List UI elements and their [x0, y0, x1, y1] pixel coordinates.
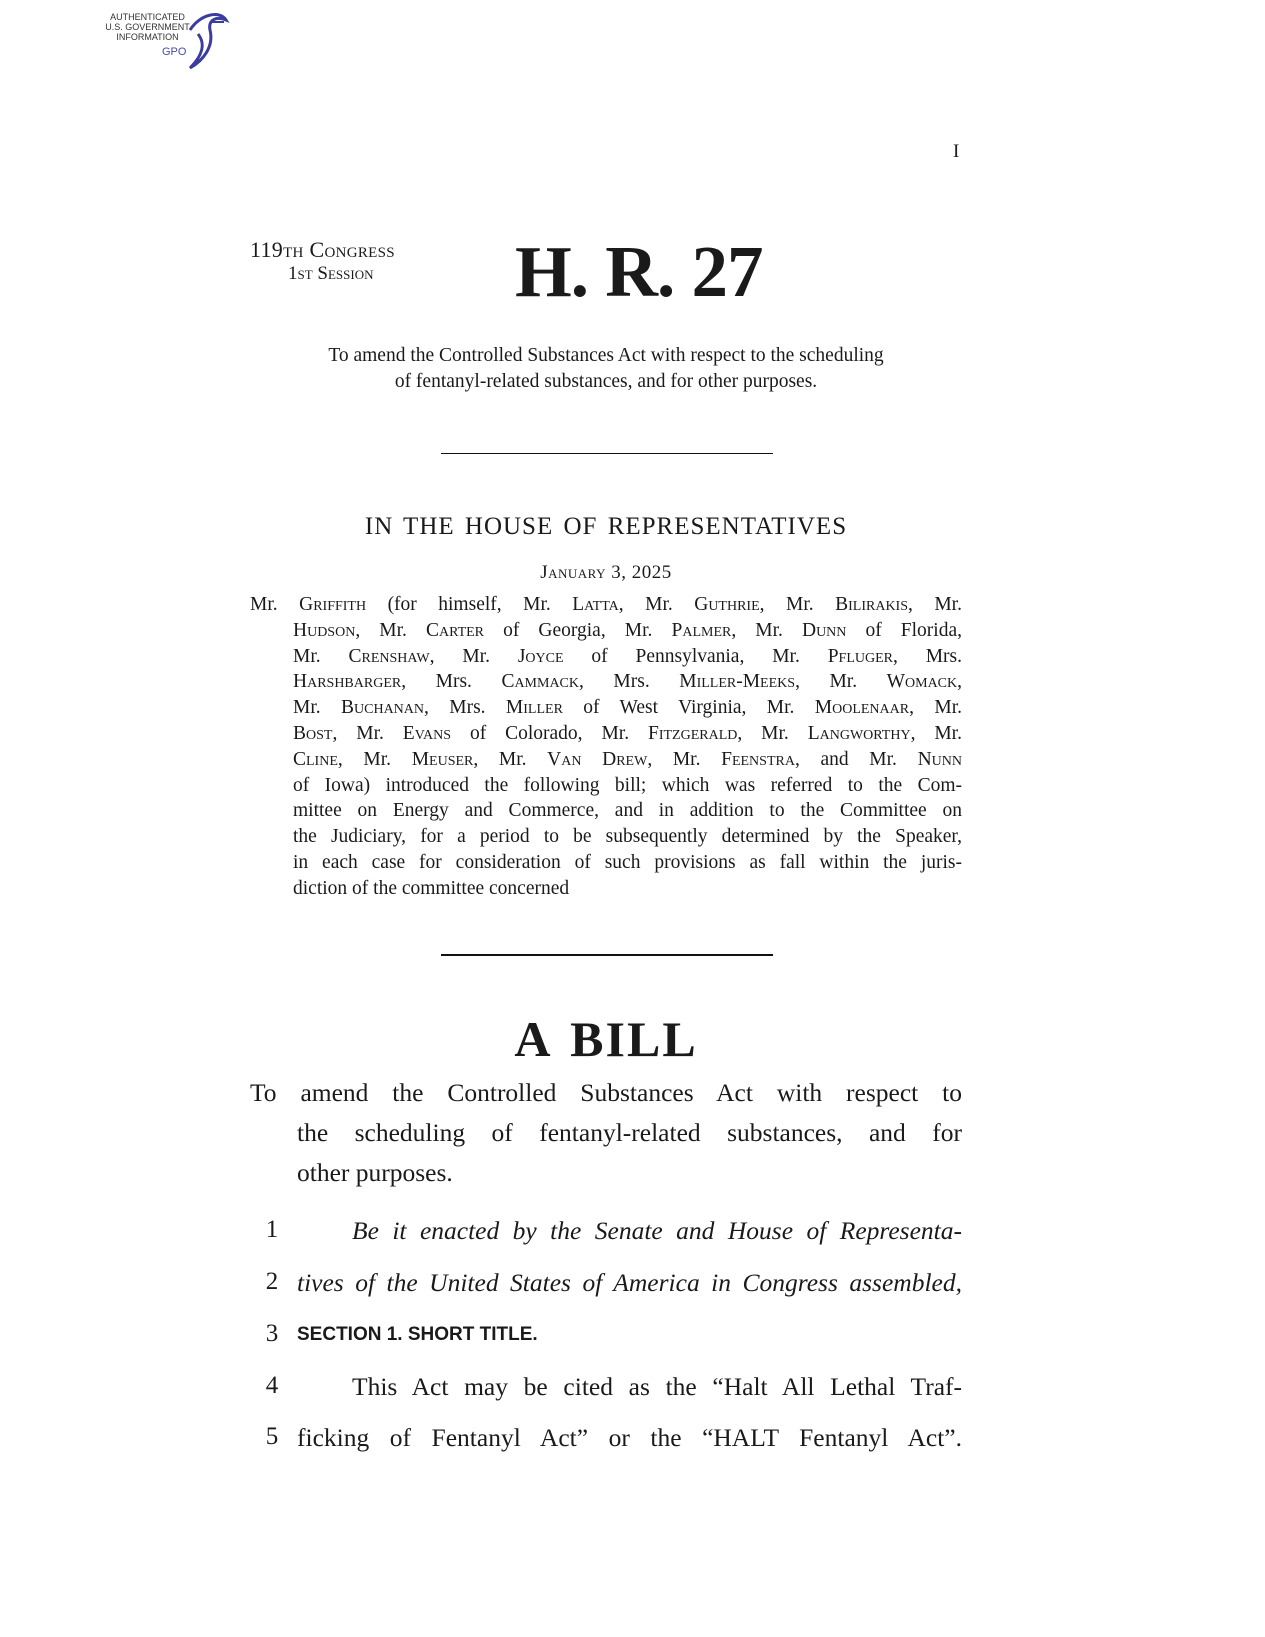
sponsor-name: Fitzgerald [648, 723, 738, 744]
sponsor-text: diction of the committee concerned [293, 877, 570, 899]
sponsor-name: Bilirakis [835, 594, 908, 615]
sponsor-text: of Iowa) introduced the following bill; which was referred to the Com- [293, 774, 962, 796]
purpose-line: of fentanyl-related substances, and for other purposes. [394, 371, 818, 392]
section-heading: SECTION 1. SHORT TITLE. [297, 1324, 538, 1345]
logo-mark: GPO [162, 46, 187, 58]
sponsor-name: Crenshaw [348, 645, 430, 667]
sponsor-name: Harshbarger [293, 671, 402, 693]
section-text-line: ficking of Fentanyl Act” or the “HALT Fentanyl Act”. [297, 1423, 962, 1452]
eagle-icon [180, 8, 230, 74]
sponsor-text: of West Virginia, Mr. [562, 697, 815, 719]
enacting-clause-line: tives of the United States of America in Congress assembled, [297, 1268, 962, 1297]
logo-text: U.S. GOVERNMENT [105, 22, 190, 32]
bill-title-line: the scheduling of fentanyl-related substances, and for [297, 1118, 962, 1147]
line-number: 1 [265, 1216, 279, 1243]
sponsor-text: , Mr. [647, 748, 722, 770]
sponsor-text: mittee on Energy and Commerce, and in addition to the Committee on [293, 800, 962, 822]
sponsor-name: Van Drew [547, 748, 648, 770]
sponsor-text: of Colorado, Mr. [451, 723, 648, 744]
line-number: 4 [265, 1372, 279, 1399]
sponsor-name: Womack [886, 671, 958, 693]
sponsor-name: Pfluger [827, 645, 893, 667]
bill-number: H. R. 27 [515, 231, 763, 312]
sponsor-name: Cammack [501, 671, 580, 693]
line-number: 5 [265, 1423, 279, 1450]
sponsor-line [293, 877, 962, 901]
sponsor-name: Carter [425, 619, 485, 641]
divider [441, 453, 773, 454]
sponsor-text: , Mrs. [579, 671, 680, 693]
sponsor-name: Miller-Meeks [679, 671, 796, 693]
sponsor-line [250, 593, 962, 617]
sponsor-name: Palmer [671, 619, 732, 641]
divider [441, 954, 773, 956]
congress-label: 119th Congress [250, 237, 395, 262]
section-text-line: This Act may be cited as the “Halt All Lethal Traf- [352, 1372, 962, 1401]
sponsor-name: Latta [572, 594, 619, 615]
purpose-line: To amend the Controlled Substances Act with respect to the scheduling [328, 345, 884, 366]
sponsor-text: Mr. [293, 645, 349, 667]
sponsor-name: Langworthy [807, 723, 911, 744]
enacting-clause-line: Be it enacted by the Senate and House of Representa- [352, 1216, 962, 1245]
sponsor-line [293, 670, 962, 694]
sponsor-name: Nunn [917, 748, 962, 770]
sponsor-name: Feenstra [721, 748, 795, 770]
sponsor-text: of Georgia, Mr. [484, 619, 672, 641]
sponsor-name: Buchanan [341, 697, 425, 719]
sponsor-name: Bost [293, 723, 333, 744]
sponsor-text: of Florida, [846, 619, 962, 641]
sponsor-name: Guthrie [694, 594, 760, 615]
sponsor-text: , Mr. [759, 594, 836, 615]
sponsor-line [293, 799, 962, 823]
sponsor-line [293, 825, 962, 849]
sponsor-text: Mr. [250, 594, 300, 615]
sponsor-name: Meuser [411, 748, 474, 770]
bill-heading: A BILL [514, 1011, 698, 1067]
sponsor-text: , Mr. [618, 594, 695, 615]
sponsor-text: , Mr. [332, 723, 403, 744]
sponsor-text: (for himself, Mr. [366, 594, 573, 615]
session-label: 1st Session [288, 263, 374, 284]
sponsor-line [293, 851, 962, 875]
sponsor-text: Mr. [293, 697, 341, 719]
sponsor-name: Joyce [517, 645, 564, 667]
bill-title-line: To amend the Controlled Substances Act with respect to [250, 1078, 962, 1107]
sponsor-name: Hudson [293, 619, 356, 641]
logo-text: AUTHENTICATED [110, 12, 185, 22]
sponsor-text: , Mr. [908, 594, 962, 615]
sponsor-text: , Mr. [731, 619, 802, 641]
sponsor-text: , Mr. [909, 697, 962, 719]
sponsor-line [293, 774, 962, 798]
sponsor-text: the Judiciary, for a period to be subsequently determined by the Speaker, [293, 826, 962, 848]
sponsor-name: Griffith [299, 594, 367, 615]
sponsor-text: , Mr. [737, 723, 808, 744]
sponsor-name: Dunn [801, 619, 847, 641]
sponsor-text: of Pennsylvania, Mr. [563, 645, 828, 667]
sponsor-name: Cline [293, 748, 338, 770]
sponsor-text: , and Mr. [794, 748, 918, 770]
sponsor-name: Evans [402, 723, 452, 744]
sponsor-line [293, 645, 962, 669]
sponsor-text: , Mr. [337, 748, 412, 770]
chamber-heading: IN THE HOUSE OF REPRESENTATIVES [364, 513, 848, 540]
sponsor-name: Moolenaar [814, 697, 910, 719]
line-number: 3 [265, 1320, 279, 1347]
sponsor-text: , [957, 671, 963, 693]
logo-text: INFORMATION [116, 32, 179, 42]
sponsor-line [293, 619, 962, 643]
sponsor-text: , Mrs. [401, 671, 502, 693]
line-number: 2 [265, 1268, 279, 1295]
sponsor-line [293, 748, 962, 772]
sponsor-text: , Mrs. [892, 645, 963, 667]
sponsor-text: , Mr. [910, 723, 962, 744]
sponsor-line [293, 722, 962, 746]
sponsor-text: , Mr. [429, 645, 518, 667]
sponsor-text: , Mr. [355, 619, 426, 641]
sponsor-text: , Mr. [473, 748, 548, 770]
gpo-authentication-logo [100, 8, 235, 74]
sponsor-name: Miller [505, 697, 563, 719]
sponsor-text: , Mrs. [424, 697, 506, 719]
introduction-date: January 3, 2025 [540, 562, 672, 583]
sponsor-line [293, 696, 962, 720]
sponsor-text: , Mr. [795, 671, 887, 693]
bill-title-line: other purposes. [297, 1158, 453, 1187]
sponsor-text: in each case for consideration of such provisions as fall within the juris- [293, 852, 962, 873]
page-marker: I [953, 141, 960, 162]
